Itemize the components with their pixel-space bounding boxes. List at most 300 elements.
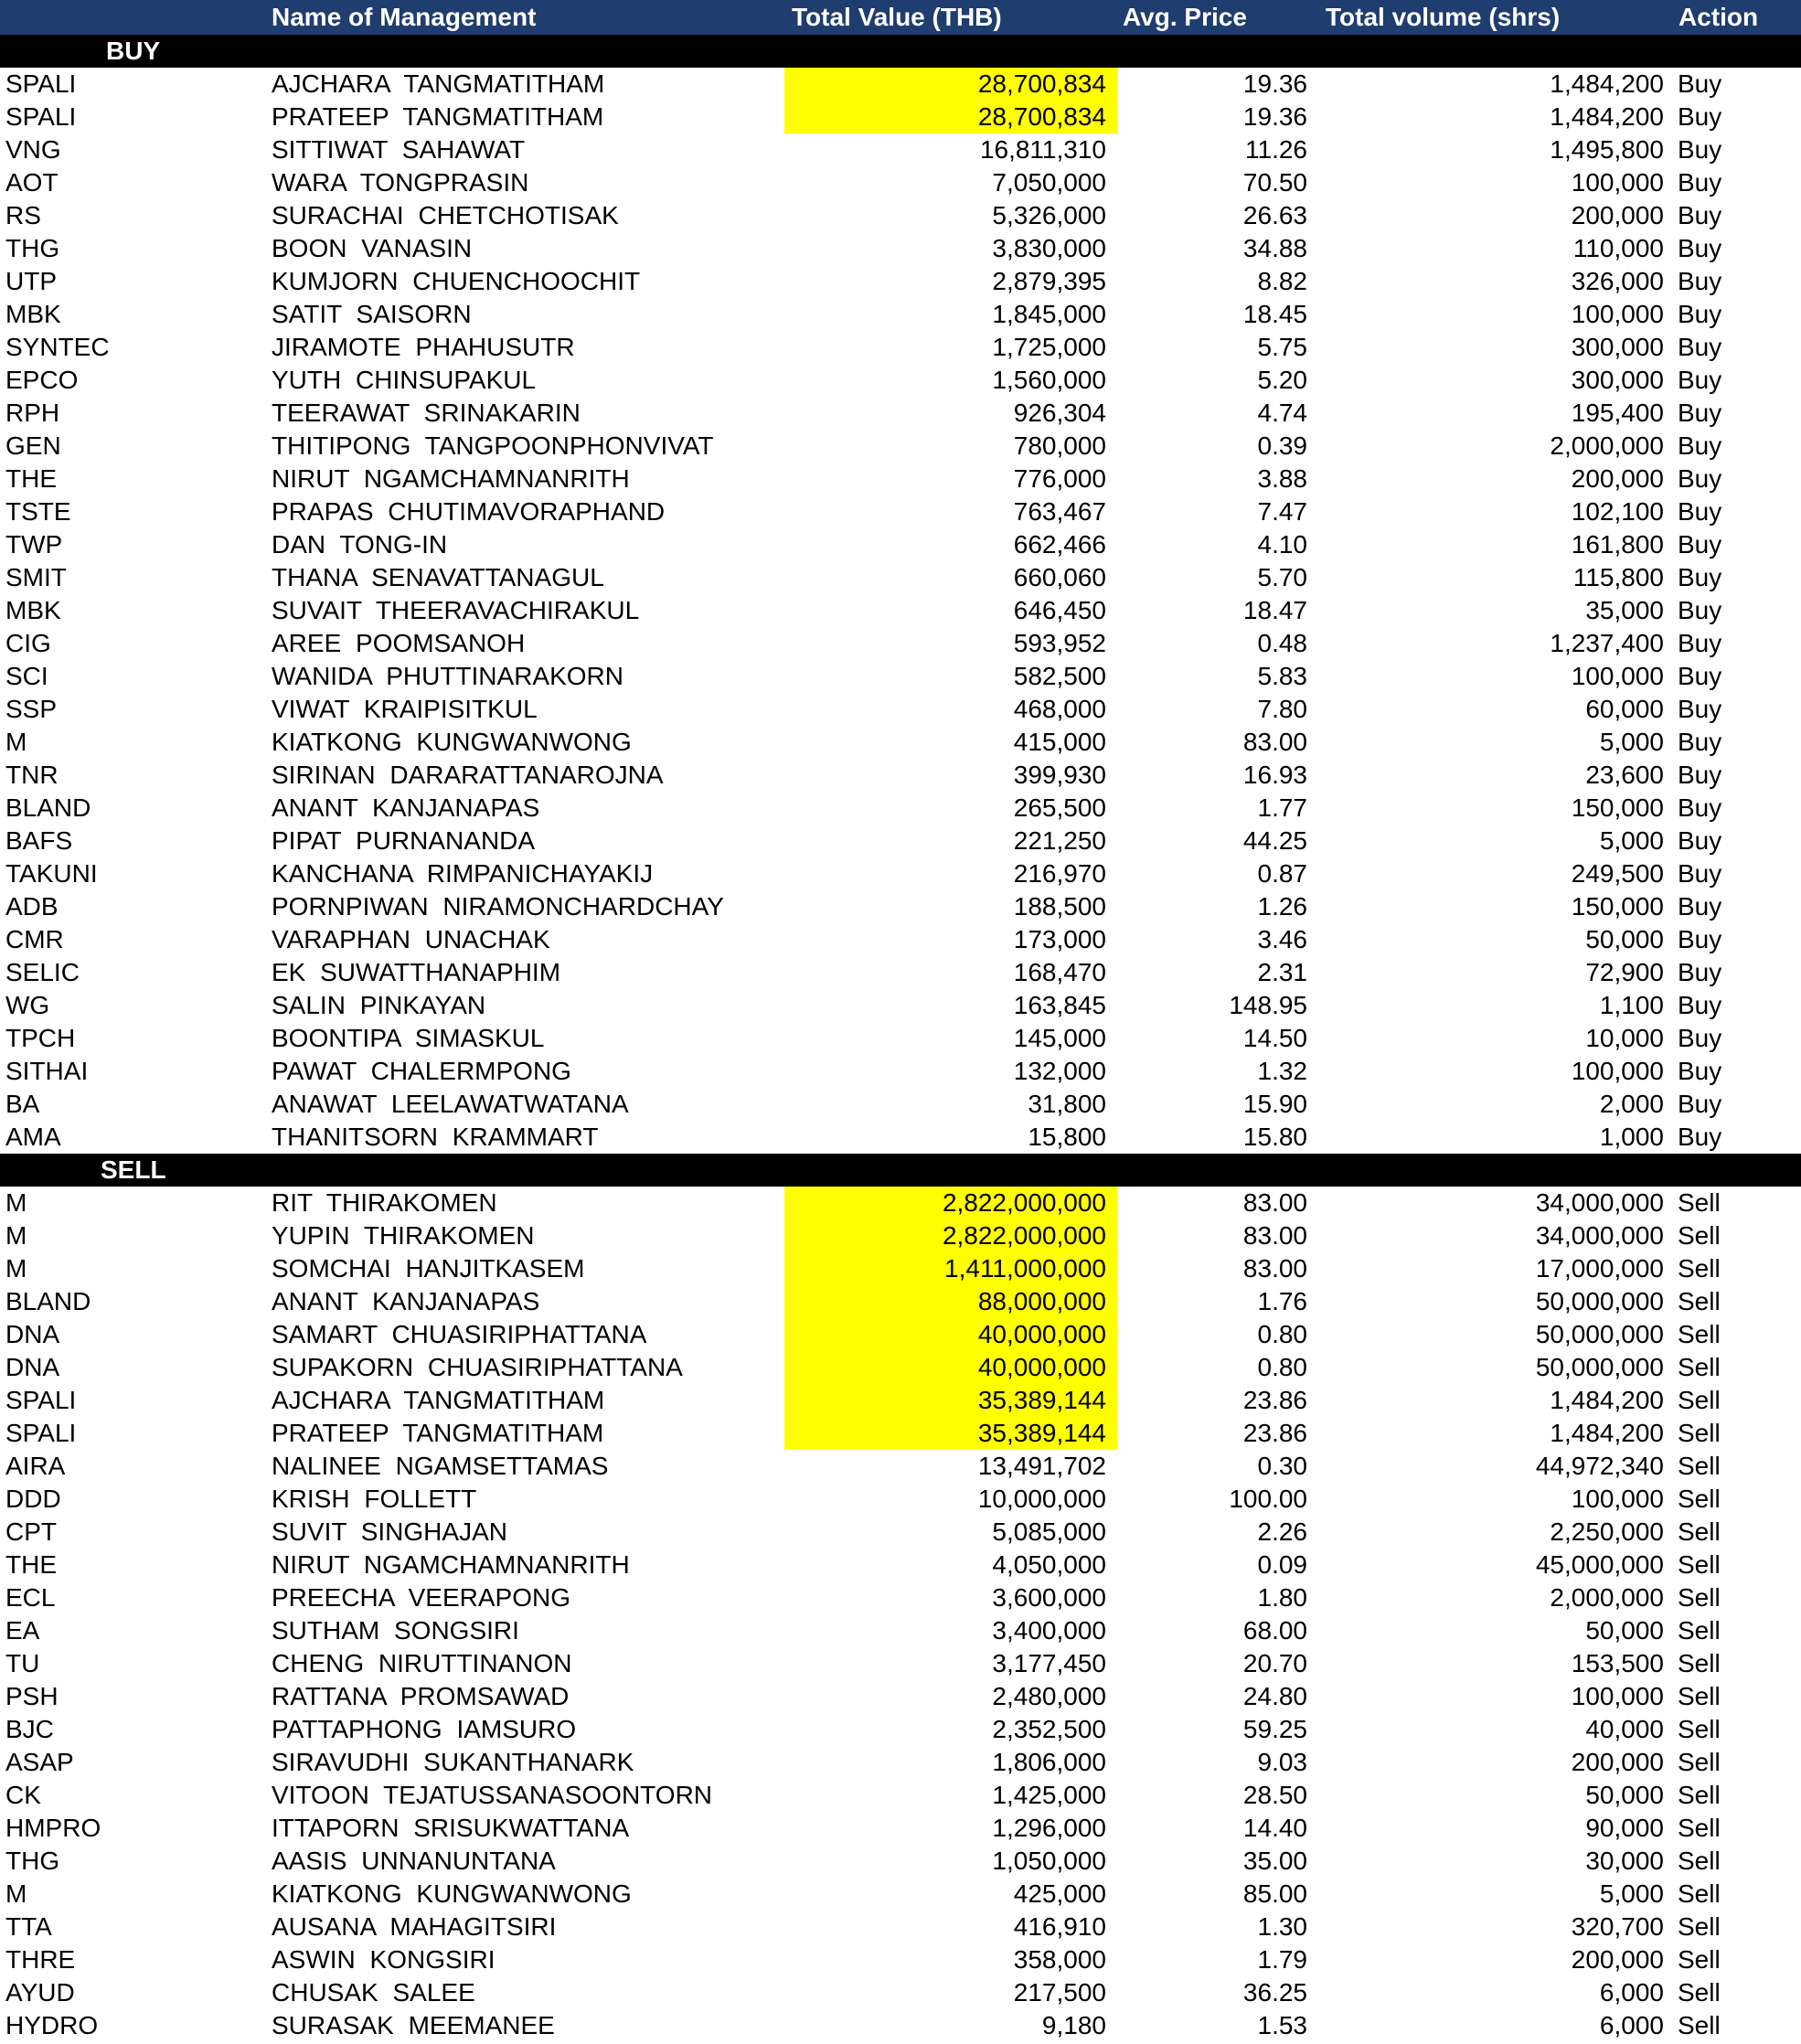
total-value-cell: 593,952: [1013, 629, 1106, 657]
ticker-cell: AYUD: [5, 1978, 75, 2007]
table-row: [0, 463, 1801, 495]
management-name-cell: SUVIT SINGHAJAN: [272, 1517, 507, 1546]
avg-price-cell: 26.63: [1242, 201, 1307, 229]
table-row: [0, 1187, 1801, 1219]
ticker-cell: TSTE: [5, 497, 71, 526]
management-name-cell: BOONTIPA SIMASKUL: [272, 1024, 545, 1052]
avg-price-cell: 9.03: [1257, 1748, 1307, 1776]
ticker-cell: UTP: [5, 267, 57, 295]
total-value-cell: 40,000,000: [784, 1351, 1117, 1384]
table-row: [0, 1055, 1801, 1088]
management-name-cell: PORNPIWAN NIRAMONCHARDCHAY: [272, 892, 724, 921]
total-volume-cell: 100,000: [1571, 662, 1664, 690]
avg-price-cell: 1.26: [1257, 892, 1307, 921]
ticker-cell: TU: [5, 1649, 40, 1677]
total-volume-cell: 1,237,400: [1550, 629, 1664, 657]
ticker-cell: ASAP: [5, 1748, 74, 1776]
total-volume-cell: 195,400: [1571, 399, 1664, 427]
header-avg-price: Avg. Price: [1123, 3, 1247, 31]
action-cell: Sell: [1678, 1452, 1721, 1480]
ticker-cell: VNG: [5, 135, 61, 164]
avg-price-cell: 2.26: [1257, 1517, 1307, 1546]
ticker-cell: SCI: [5, 662, 48, 690]
management-name-cell: BOON VANASIN: [272, 234, 473, 262]
table-row: [0, 956, 1801, 989]
total-value-cell: 2,822,000,000: [784, 1187, 1117, 1219]
action-cell: Buy: [1678, 135, 1722, 164]
table-row: [0, 1812, 1801, 1845]
total-volume-cell: 1,000: [1599, 1123, 1664, 1151]
total-value-cell: 425,000: [1013, 1879, 1106, 1908]
avg-price-cell: 14.40: [1242, 1814, 1307, 1842]
ticker-cell: AMA: [5, 1123, 61, 1151]
total-volume-cell: 60,000: [1585, 695, 1664, 723]
table-row: [0, 1318, 1801, 1351]
action-cell: Sell: [1678, 1781, 1721, 1809]
management-name-cell: ASWIN KONGSIRI: [272, 1945, 496, 1974]
table-row: [0, 298, 1801, 331]
ticker-cell: HMPRO: [5, 1814, 101, 1842]
total-volume-cell: 34,000,000: [1535, 1188, 1664, 1217]
total-value-cell: 221,250: [1013, 826, 1106, 855]
total-value-cell: 415,000: [1013, 728, 1106, 756]
action-cell: Sell: [1678, 1353, 1721, 1381]
total-volume-cell: 100,000: [1571, 168, 1664, 197]
action-cell: Buy: [1678, 333, 1722, 361]
total-volume-cell: 1,100: [1599, 991, 1664, 1019]
total-volume-cell: 100,000: [1571, 1057, 1664, 1085]
total-volume-cell: 5,000: [1599, 1879, 1664, 1908]
total-value-cell: 35,389,144: [784, 1384, 1117, 1417]
ticker-cell: SMIT: [5, 563, 67, 591]
table-row: [0, 430, 1801, 463]
management-name-cell: PAWAT CHALERMPONG: [272, 1057, 571, 1085]
table-row: [0, 495, 1801, 528]
total-value-cell: 217,500: [1013, 1978, 1106, 2007]
avg-price-cell: 83.00: [1242, 1254, 1307, 1283]
total-volume-cell: 110,000: [1572, 234, 1664, 262]
management-name-cell: KIATKONG KUNGWANWONG: [272, 728, 632, 756]
total-value-cell: 7,050,000: [992, 168, 1106, 197]
ticker-cell: THG: [5, 234, 60, 262]
management-name-cell: YUTH CHINSUPAKUL: [272, 366, 537, 394]
avg-price-cell: 18.45: [1242, 300, 1307, 328]
management-name-cell: ITTAPORN SRISUKWATTANA: [272, 1814, 630, 1842]
total-value-cell: 15,800: [1028, 1123, 1106, 1151]
ticker-cell: TAKUNI: [5, 859, 98, 888]
total-value-cell: 4,050,000: [992, 1550, 1106, 1579]
table-row: [0, 1614, 1801, 1647]
ticker-cell: THE: [5, 1550, 57, 1579]
ticker-cell: CMR: [5, 925, 64, 953]
header-total-volume: Total volume (shrs): [1326, 3, 1561, 31]
avg-price-cell: 5.75: [1257, 333, 1307, 361]
avg-price-cell: 34.88: [1242, 234, 1307, 262]
table-row: [0, 1581, 1801, 1614]
action-cell: Sell: [1678, 1386, 1721, 1414]
ticker-cell: SYNTEC: [5, 333, 110, 361]
table-row: [0, 1516, 1801, 1549]
avg-price-cell: 5.20: [1257, 366, 1307, 394]
management-name-cell: JIRAMOTE PHAHUSUTR: [272, 333, 575, 361]
total-value-cell: 5,326,000: [992, 201, 1106, 229]
ticker-cell: SPALI: [5, 102, 77, 131]
column-header-row: [0, 0, 1801, 35]
management-name-cell: WARA TONGPRASIN: [272, 168, 529, 197]
total-volume-cell: 6,000: [1599, 1978, 1664, 2007]
action-cell: Buy: [1678, 629, 1722, 657]
ticker-cell: BLAND: [5, 793, 91, 822]
table-row: [0, 825, 1801, 857]
management-name-cell: EK SUWATTHANAPHIM: [272, 958, 561, 986]
action-cell: Buy: [1678, 1123, 1722, 1151]
table-row: [0, 1285, 1801, 1318]
table-row: [0, 1022, 1801, 1055]
total-value-cell: 88,000,000: [784, 1285, 1117, 1318]
management-name-cell: CHENG NIRUTTINANON: [272, 1649, 572, 1677]
total-value-cell: 2,352,500: [992, 1715, 1106, 1743]
management-name-cell: SIRAVUDHI SUKANTHANARK: [272, 1748, 634, 1776]
total-value-cell: 40,000,000: [784, 1318, 1117, 1351]
total-value-cell: 145,000: [1013, 1024, 1106, 1052]
table-row: [0, 594, 1801, 627]
avg-price-cell: 83.00: [1242, 728, 1307, 756]
avg-price-cell: 1.30: [1257, 1912, 1307, 1941]
avg-price-cell: 15.80: [1242, 1123, 1307, 1151]
avg-price-cell: 3.46: [1257, 925, 1307, 953]
avg-price-cell: 148.95: [1229, 991, 1307, 1019]
table-row: [0, 1911, 1801, 1943]
action-cell: Sell: [1678, 1583, 1721, 1612]
management-name-cell: KUMJORN CHUENCHOOCHIT: [272, 267, 641, 295]
management-name-cell: SUPAKORN CHUASIRIPHATTANA: [272, 1353, 683, 1381]
ticker-cell: M: [5, 1221, 27, 1250]
avg-price-cell: 24.80: [1242, 1682, 1307, 1710]
action-cell: Sell: [1678, 1287, 1721, 1315]
total-value-cell: 10,000,000: [977, 1485, 1106, 1513]
sell-section-label: SELL: [101, 1155, 166, 1184]
total-value-cell: 926,304: [1013, 399, 1106, 427]
avg-price-cell: 0.09: [1257, 1550, 1307, 1579]
total-value-cell: 2,480,000: [992, 1682, 1106, 1710]
ticker-cell: EPCO: [5, 366, 79, 394]
avg-price-cell: 23.86: [1242, 1386, 1307, 1414]
total-volume-cell: 1,495,800: [1550, 135, 1664, 164]
total-volume-cell: 161,800: [1571, 530, 1664, 559]
total-volume-cell: 320,700: [1571, 1912, 1664, 1941]
avg-price-cell: 0.80: [1257, 1320, 1307, 1348]
total-value-cell: 780,000: [1013, 431, 1106, 460]
action-cell: Buy: [1678, 958, 1722, 986]
ticker-cell: RPH: [5, 399, 60, 427]
table-row: [0, 133, 1801, 166]
ticker-cell: SPALI: [5, 69, 77, 98]
management-name-cell: YUPIN THIRAKOMEN: [272, 1221, 535, 1250]
action-cell: Sell: [1678, 1517, 1721, 1546]
ticker-cell: HYDRO: [5, 2011, 99, 2039]
table-row: [0, 1121, 1801, 1154]
ticker-cell: TNR: [5, 761, 59, 789]
total-volume-cell: 35,000: [1585, 596, 1664, 624]
management-name-cell: PRATEEP TANGMATITHAM: [272, 1419, 604, 1447]
management-name-cell: KIATKONG KUNGWANWONG: [272, 1879, 632, 1908]
ticker-cell: CIG: [5, 629, 51, 657]
total-volume-cell: 6,000: [1599, 2011, 1664, 2039]
avg-price-cell: 16.93: [1242, 761, 1307, 789]
action-cell: Buy: [1678, 464, 1722, 493]
total-volume-cell: 100,000: [1571, 300, 1664, 328]
ticker-cell: SPALI: [5, 1386, 77, 1414]
total-volume-cell: 2,000: [1599, 1090, 1664, 1118]
action-cell: Buy: [1678, 793, 1722, 822]
management-name-cell: SATIT SAISORN: [272, 300, 472, 328]
action-cell: Buy: [1678, 497, 1722, 526]
total-value-cell: 16,811,310: [979, 135, 1106, 164]
total-volume-cell: 200,000: [1571, 1945, 1664, 1974]
header-total-value: Total Value (THB): [792, 3, 1002, 31]
total-value-cell: 358,000: [1013, 1945, 1106, 1974]
action-cell: Sell: [1678, 1320, 1721, 1348]
header-name: Name of Management: [272, 3, 537, 31]
action-cell: Sell: [1678, 1188, 1721, 1217]
table-row: [0, 265, 1801, 298]
avg-price-cell: 3.88: [1257, 464, 1307, 493]
total-volume-cell: 50,000: [1585, 925, 1664, 953]
total-volume-cell: 90,000: [1585, 1814, 1664, 1842]
total-volume-cell: 1,484,200: [1550, 1386, 1664, 1414]
action-cell: Sell: [1678, 1550, 1721, 1579]
total-volume-cell: 30,000: [1585, 1847, 1664, 1875]
avg-price-cell: 5.83: [1257, 662, 1307, 690]
action-cell: Buy: [1678, 728, 1722, 756]
total-volume-cell: 5,000: [1599, 826, 1664, 855]
table-row: [0, 1845, 1801, 1878]
total-value-cell: 399,930: [1013, 761, 1106, 789]
action-cell: Sell: [1678, 1221, 1721, 1250]
ticker-cell: BAFS: [5, 826, 73, 855]
buy-section-label: BUY: [106, 37, 161, 65]
total-volume-cell: 300,000: [1571, 333, 1664, 361]
action-cell: Sell: [1678, 1814, 1721, 1842]
total-value-cell: 1,560,000: [992, 366, 1106, 394]
management-name-cell: VITOON TEJATUSSANASOONTORN: [272, 1781, 713, 1809]
total-volume-cell: 1,484,200: [1550, 1419, 1664, 1447]
table-row: [0, 923, 1801, 956]
table-row: [0, 1351, 1801, 1384]
action-cell: Buy: [1678, 300, 1722, 328]
ticker-cell: PSH: [5, 1682, 59, 1710]
ticker-cell: MBK: [5, 300, 61, 328]
ticker-cell: THE: [5, 464, 57, 493]
avg-price-cell: 15.90: [1242, 1090, 1307, 1118]
ticker-cell: WG: [5, 991, 50, 1019]
total-volume-cell: 115,800: [1572, 563, 1664, 591]
total-value-cell: 5,085,000: [992, 1517, 1106, 1546]
avg-price-cell: 1.80: [1257, 1583, 1307, 1612]
management-name-cell: SAMART CHUASIRIPHATTANA: [272, 1320, 647, 1348]
ticker-cell: BLAND: [5, 1287, 91, 1315]
total-value-cell: 1,296,000: [992, 1814, 1106, 1842]
ticker-cell: DNA: [5, 1320, 60, 1348]
table-row: [0, 199, 1801, 232]
total-volume-cell: 2,250,000: [1550, 1517, 1664, 1546]
total-volume-cell: 249,500: [1571, 859, 1664, 888]
table-row: [0, 1219, 1801, 1252]
table-row: [0, 989, 1801, 1022]
total-value-cell: 646,450: [1013, 596, 1106, 624]
table-row: [0, 1878, 1801, 1911]
table-row: [0, 759, 1801, 792]
ticker-cell: SSP: [5, 695, 58, 723]
management-name-cell: TEERAWAT SRINAKARIN: [272, 399, 581, 427]
action-cell: Buy: [1678, 234, 1722, 262]
avg-price-cell: 0.39: [1257, 431, 1307, 460]
action-cell: Buy: [1678, 859, 1722, 888]
management-name-cell: KANCHANA RIMPANICHAYAKIJ: [272, 859, 654, 888]
table-row: [0, 397, 1801, 430]
action-cell: Sell: [1678, 1847, 1721, 1875]
management-name-cell: KRISH FOLLETT: [272, 1485, 477, 1513]
total-volume-cell: 44,972,340: [1535, 1452, 1664, 1480]
management-name-cell: VARAPHAN UNACHAK: [272, 925, 550, 953]
table-row: [0, 1384, 1801, 1417]
avg-price-cell: 1.77: [1257, 793, 1307, 822]
avg-price-cell: 70.50: [1242, 168, 1307, 197]
total-volume-cell: 200,000: [1571, 1748, 1664, 1776]
action-cell: Sell: [1678, 1485, 1721, 1513]
action-cell: Buy: [1678, 563, 1722, 591]
avg-price-cell: 4.74: [1257, 399, 1307, 427]
table-row: [0, 693, 1801, 726]
total-value-cell: 582,500: [1013, 662, 1106, 690]
table-row: [0, 331, 1801, 364]
action-cell: Buy: [1678, 892, 1722, 921]
table-row: [0, 561, 1801, 594]
management-name-cell: CHUSAK SALEE: [272, 1978, 475, 2007]
table-row: [0, 1746, 1801, 1779]
table-row: [0, 1976, 1801, 2009]
management-name-cell: NALINEE NGAMSETTAMAS: [272, 1452, 609, 1480]
ticker-cell: M: [5, 1188, 27, 1217]
total-volume-cell: 50,000,000: [1535, 1353, 1664, 1381]
total-value-cell: 2,879,395: [992, 267, 1106, 295]
action-cell: Sell: [1678, 1879, 1721, 1908]
total-volume-cell: 100,000: [1571, 1485, 1664, 1513]
total-volume-cell: 1,484,200: [1550, 69, 1664, 98]
table-row: [0, 890, 1801, 923]
table-row: [0, 68, 1801, 101]
management-name-cell: AJCHARA TANGMATITHAM: [272, 1386, 605, 1414]
total-value-cell: 1,806,000: [992, 1748, 1106, 1776]
table-row: [0, 1713, 1801, 1746]
total-volume-cell: 150,000: [1571, 892, 1664, 921]
total-value-cell: 132,000: [1013, 1057, 1106, 1085]
table-row: [0, 1483, 1801, 1516]
avg-price-cell: 1.76: [1257, 1287, 1307, 1315]
ticker-cell: BJC: [5, 1715, 54, 1743]
action-cell: Sell: [1678, 1254, 1721, 1283]
ticker-cell: BA: [5, 1090, 40, 1118]
ticker-cell: M: [5, 1254, 27, 1283]
total-value-cell: 168,470: [1013, 958, 1106, 986]
table-row: [0, 726, 1801, 759]
avg-price-cell: 85.00: [1242, 1879, 1307, 1908]
total-value-cell: 416,910: [1013, 1912, 1106, 1941]
total-value-cell: 660,060: [1013, 563, 1106, 591]
total-volume-cell: 1,484,200: [1550, 102, 1664, 131]
avg-price-cell: 19.36: [1242, 102, 1307, 131]
total-volume-cell: 50,000,000: [1535, 1287, 1664, 1315]
avg-price-cell: 100.00: [1229, 1485, 1307, 1513]
action-cell: Buy: [1678, 925, 1722, 953]
avg-price-cell: 83.00: [1242, 1221, 1307, 1250]
total-value-cell: 173,000: [1013, 925, 1106, 953]
table-row: [0, 1680, 1801, 1713]
ticker-cell: DDD: [5, 1485, 61, 1513]
avg-price-cell: 1.79: [1257, 1945, 1307, 1974]
ticker-cell: THG: [5, 1847, 60, 1875]
total-volume-cell: 72,900: [1585, 958, 1664, 986]
action-cell: Sell: [1678, 2011, 1721, 2039]
avg-price-cell: 0.80: [1257, 1353, 1307, 1381]
avg-price-cell: 7.47: [1257, 497, 1307, 526]
total-volume-cell: 150,000: [1571, 793, 1664, 822]
total-value-cell: 35,389,144: [784, 1417, 1117, 1450]
management-name-cell: AREE POOMSANOH: [272, 629, 526, 657]
management-name-cell: ANAWAT LEELAWATWATANA: [272, 1090, 629, 1118]
total-volume-cell: 50,000: [1585, 1616, 1664, 1645]
avg-price-cell: 59.25: [1242, 1715, 1307, 1743]
management-name-cell: NIRUT NGAMCHAMNANRITH: [272, 1550, 630, 1579]
action-cell: Sell: [1678, 1616, 1721, 1645]
total-value-cell: 1,411,000,000: [784, 1252, 1117, 1285]
ticker-cell: CPT: [5, 1517, 57, 1546]
management-name-cell: SITTIWAT SAHAWAT: [272, 135, 526, 164]
avg-price-cell: 5.70: [1257, 563, 1307, 591]
total-volume-cell: 2,000,000: [1550, 1583, 1664, 1612]
action-cell: Buy: [1678, 826, 1722, 855]
table-row: [0, 627, 1801, 660]
table-row: [0, 232, 1801, 265]
avg-price-cell: 0.30: [1257, 1452, 1307, 1480]
total-volume-cell: 50,000,000: [1535, 1320, 1664, 1348]
action-cell: Sell: [1678, 1748, 1721, 1776]
table-row: [0, 166, 1801, 199]
total-value-cell: 1,425,000: [992, 1781, 1106, 1809]
total-volume-cell: 23,600: [1585, 761, 1664, 789]
ticker-cell: DNA: [5, 1353, 60, 1381]
total-value-cell: 163,845: [1013, 991, 1106, 1019]
action-cell: Buy: [1678, 991, 1722, 1019]
avg-price-cell: 11.26: [1245, 135, 1307, 164]
avg-price-cell: 1.32: [1257, 1057, 1307, 1085]
total-value-cell: 1,725,000: [992, 333, 1106, 361]
total-volume-cell: 34,000,000: [1535, 1221, 1664, 1250]
management-name-cell: AUSANA MAHAGITSIRI: [272, 1912, 557, 1941]
total-volume-cell: 300,000: [1571, 366, 1664, 394]
ticker-cell: TTA: [5, 1912, 52, 1941]
total-value-cell: 3,830,000: [992, 234, 1106, 262]
ticker-cell: RS: [5, 201, 41, 229]
avg-price-cell: 68.00: [1242, 1616, 1307, 1645]
table-row: [0, 792, 1801, 825]
ticker-cell: M: [5, 1879, 27, 1908]
action-cell: Buy: [1678, 102, 1722, 131]
ticker-cell: AOT: [5, 168, 59, 197]
total-value-cell: 13,491,702: [977, 1452, 1106, 1480]
action-cell: Buy: [1678, 1057, 1722, 1085]
total-volume-cell: 40,000: [1585, 1715, 1664, 1743]
